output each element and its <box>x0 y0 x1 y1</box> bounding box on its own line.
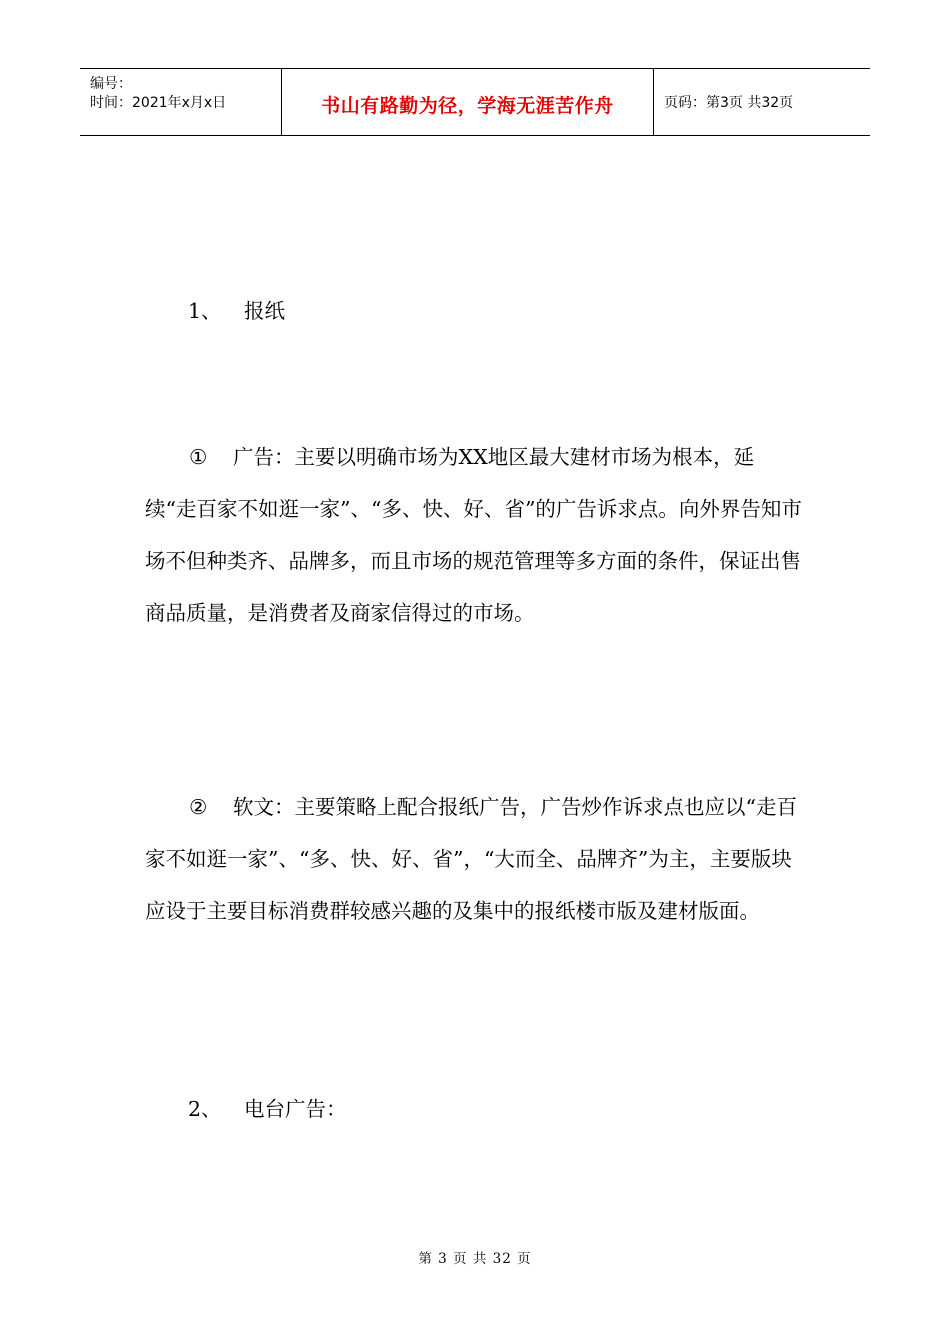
page-footer: 第 3 页 共 32 页 <box>418 1251 532 1267</box>
paragraph-marker: ① <box>189 445 208 469</box>
time-line: 时间：2021年x月x日 <box>90 95 227 111</box>
code-label: 编号： <box>90 76 132 92</box>
section-title: 电台广告： <box>244 1097 347 1121</box>
section-number: 1、 <box>188 299 222 323</box>
header-page-info: 页码：第3页 共32页 <box>664 95 794 111</box>
section-heading-1 <box>188 294 285 324</box>
paragraph-1 <box>145 431 805 639</box>
header-meta-cell <box>80 69 282 135</box>
section-number: 2、 <box>188 1097 222 1121</box>
motto: 书山有路勤为径，学海无涯苦作舟 <box>321 95 614 117</box>
header-motto-cell <box>282 69 654 135</box>
paragraph-marker: ② <box>189 795 208 819</box>
section-title: 报纸 <box>244 299 285 323</box>
paragraph-text: 广告：主要以明确市场为XX地区最大建材市场为根本，延续“走百家不如逛一家”、“多、快、好、省”的广告诉求点。向外界告知市场不但种类齐、品牌多，而且市场的规范管理等多方面的条件，保证出售商品质量，是消费者及商家信得过的市场。 <box>145 445 802 625</box>
paragraph-2 <box>145 781 805 937</box>
section-heading-2 <box>188 1092 347 1122</box>
document-header <box>80 68 870 136</box>
paragraph-text: 软文：主要策略上配合报纸广告，广告炒作诉求点也应以“走百家不如逛一家”、“多、快、好、省”，“大而全、品牌齐”为主，主要版块应设于主要目标消费群较感兴趣的及集中的报纸楼市版及建材版面。 <box>145 795 797 923</box>
